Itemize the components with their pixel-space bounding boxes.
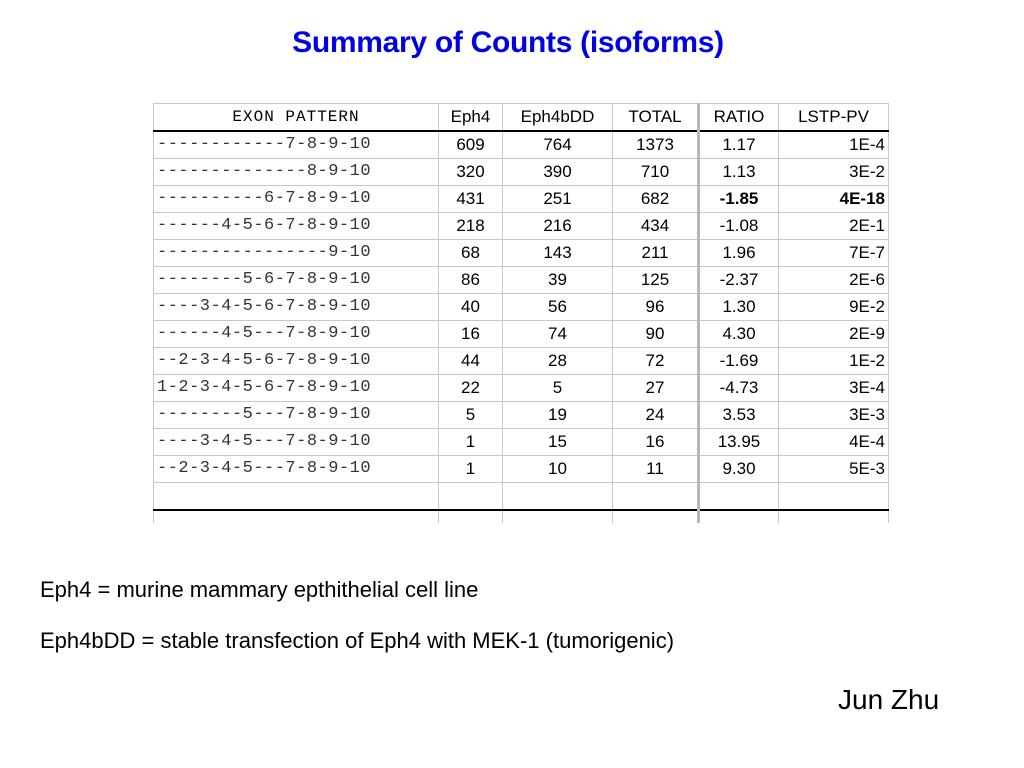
cell-eph4: 1 — [439, 456, 503, 483]
cell-exon-pattern: ------4-5---7-8-9-10 — [154, 321, 439, 348]
cell-exon-pattern: --2-3-4-5---7-8-9-10 — [154, 456, 439, 483]
header-exon-pattern: EXON PATTERN — [154, 104, 439, 132]
cell-eph4bdd: 251 — [503, 186, 613, 213]
empty-cell — [154, 483, 439, 511]
empty-cell — [613, 510, 699, 523]
cell-eph4: 431 — [439, 186, 503, 213]
cell-lstp-pv: 3E-2 — [779, 159, 889, 186]
cell-ratio: 13.95 — [699, 429, 779, 456]
note-eph4: Eph4 = murine mammary epthithelial cell line — [40, 577, 479, 602]
cell-ratio: -1.69 — [699, 348, 779, 375]
table-body — [154, 131, 889, 523]
header-lstp-pv: LSTP-PV — [779, 104, 889, 132]
cell-lstp-pv: 4E-18 — [779, 186, 889, 213]
cell-eph4: 68 — [439, 240, 503, 267]
cell-ratio: 4.30 — [699, 321, 779, 348]
note-eph4bdd: Eph4bDD = stable transfection of Eph4 with MEK-1 (tumorigenic) — [40, 628, 675, 653]
cell-ratio: -4.73 — [699, 375, 779, 402]
cell-exon-pattern: ----3-4-5---7-8-9-10 — [154, 429, 439, 456]
empty-cell — [779, 483, 889, 511]
cell-total: 96 — [613, 294, 699, 321]
table-row — [154, 186, 889, 213]
cell-total: 434 — [613, 213, 699, 240]
cell-exon-pattern: --------------8-9-10 — [154, 159, 439, 186]
cell-total: 16 — [613, 429, 699, 456]
cell-ratio: 1.17 — [699, 131, 779, 159]
cell-exon-pattern: --------5---7-8-9-10 — [154, 402, 439, 429]
cell-total: 1373 — [613, 131, 699, 159]
cell-lstp-pv: 7E-7 — [779, 240, 889, 267]
table-empty-row — [154, 483, 889, 511]
counts-table-container — [153, 103, 888, 535]
header-ratio: RATIO — [699, 104, 779, 132]
slide-title: Summary of Counts (isoforms) — [292, 26, 724, 59]
empty-cell — [779, 510, 889, 523]
empty-cell — [439, 483, 503, 511]
cell-eph4: 22 — [439, 375, 503, 402]
cell-total: 11 — [613, 456, 699, 483]
cell-ratio: 9.30 — [699, 456, 779, 483]
cell-total: 710 — [613, 159, 699, 186]
cell-total: 90 — [613, 321, 699, 348]
empty-cell — [503, 483, 613, 511]
table-row — [154, 456, 889, 483]
cell-lstp-pv: 1E-2 — [779, 348, 889, 375]
empty-cell — [699, 510, 779, 523]
cell-exon-pattern: --2-3-4-5-6-7-8-9-10 — [154, 348, 439, 375]
cell-exon-pattern: --------5-6-7-8-9-10 — [154, 267, 439, 294]
cell-lstp-pv: 2E-1 — [779, 213, 889, 240]
cell-exon-pattern: ------------7-8-9-10 — [154, 131, 439, 159]
cell-total: 125 — [613, 267, 699, 294]
table-row — [154, 213, 889, 240]
cell-eph4bdd: 143 — [503, 240, 613, 267]
cell-eph4bdd: 15 — [503, 429, 613, 456]
cell-eph4bdd: 5 — [503, 375, 613, 402]
empty-cell — [154, 510, 439, 523]
header-eph4: Eph4 — [439, 104, 503, 132]
cell-total: 72 — [613, 348, 699, 375]
cell-eph4: 86 — [439, 267, 503, 294]
table-row — [154, 429, 889, 456]
table-row — [154, 240, 889, 267]
table-row — [154, 159, 889, 186]
table-row — [154, 131, 889, 159]
table-row — [154, 321, 889, 348]
cell-exon-pattern: ----------------9-10 — [154, 240, 439, 267]
cell-eph4bdd: 39 — [503, 267, 613, 294]
cell-eph4bdd: 390 — [503, 159, 613, 186]
cell-exon-pattern: 1-2-3-4-5-6-7-8-9-10 — [154, 375, 439, 402]
cell-ratio: 1.96 — [699, 240, 779, 267]
table-row — [154, 294, 889, 321]
cell-lstp-pv: 3E-4 — [779, 375, 889, 402]
cell-eph4: 40 — [439, 294, 503, 321]
cell-eph4bdd: 19 — [503, 402, 613, 429]
cell-eph4bdd: 56 — [503, 294, 613, 321]
cell-exon-pattern: ----3-4-5-6-7-8-9-10 — [154, 294, 439, 321]
cell-eph4: 218 — [439, 213, 503, 240]
cell-eph4bdd: 28 — [503, 348, 613, 375]
cell-total: 682 — [613, 186, 699, 213]
empty-cell — [503, 510, 613, 523]
cell-eph4: 609 — [439, 131, 503, 159]
cell-eph4: 1 — [439, 429, 503, 456]
table-row — [154, 348, 889, 375]
cell-ratio: 1.30 — [699, 294, 779, 321]
cell-ratio: 1.13 — [699, 159, 779, 186]
cell-lstp-pv: 4E-4 — [779, 429, 889, 456]
cell-lstp-pv: 2E-6 — [779, 267, 889, 294]
cell-eph4: 16 — [439, 321, 503, 348]
cell-ratio: -1.85 — [699, 186, 779, 213]
cell-eph4: 44 — [439, 348, 503, 375]
table-header-row — [154, 104, 889, 132]
cell-lstp-pv: 5E-3 — [779, 456, 889, 483]
header-eph4bdd: Eph4bDD — [503, 104, 613, 132]
header-total: TOTAL — [613, 104, 699, 132]
empty-cell — [613, 483, 699, 511]
empty-cell — [699, 483, 779, 511]
table-row — [154, 402, 889, 429]
cell-eph4: 5 — [439, 402, 503, 429]
cell-lstp-pv: 2E-9 — [779, 321, 889, 348]
author-name: Jun Zhu — [838, 684, 940, 715]
cell-ratio: -1.08 — [699, 213, 779, 240]
cell-exon-pattern: ------4-5-6-7-8-9-10 — [154, 213, 439, 240]
cell-eph4bdd: 216 — [503, 213, 613, 240]
table-empty-row — [154, 510, 889, 523]
cell-total: 27 — [613, 375, 699, 402]
table-row — [154, 375, 889, 402]
cell-exon-pattern: ----------6-7-8-9-10 — [154, 186, 439, 213]
cell-lstp-pv: 1E-4 — [779, 131, 889, 159]
cell-lstp-pv: 3E-3 — [779, 402, 889, 429]
cell-ratio: -2.37 — [699, 267, 779, 294]
cell-total: 24 — [613, 402, 699, 429]
cell-eph4: 320 — [439, 159, 503, 186]
cell-eph4bdd: 74 — [503, 321, 613, 348]
cell-lstp-pv: 9E-2 — [779, 294, 889, 321]
table-row — [154, 267, 889, 294]
cell-ratio: 3.53 — [699, 402, 779, 429]
counts-table — [153, 103, 889, 523]
empty-cell — [439, 510, 503, 523]
cell-eph4bdd: 764 — [503, 131, 613, 159]
cell-total: 211 — [613, 240, 699, 267]
cell-eph4bdd: 10 — [503, 456, 613, 483]
